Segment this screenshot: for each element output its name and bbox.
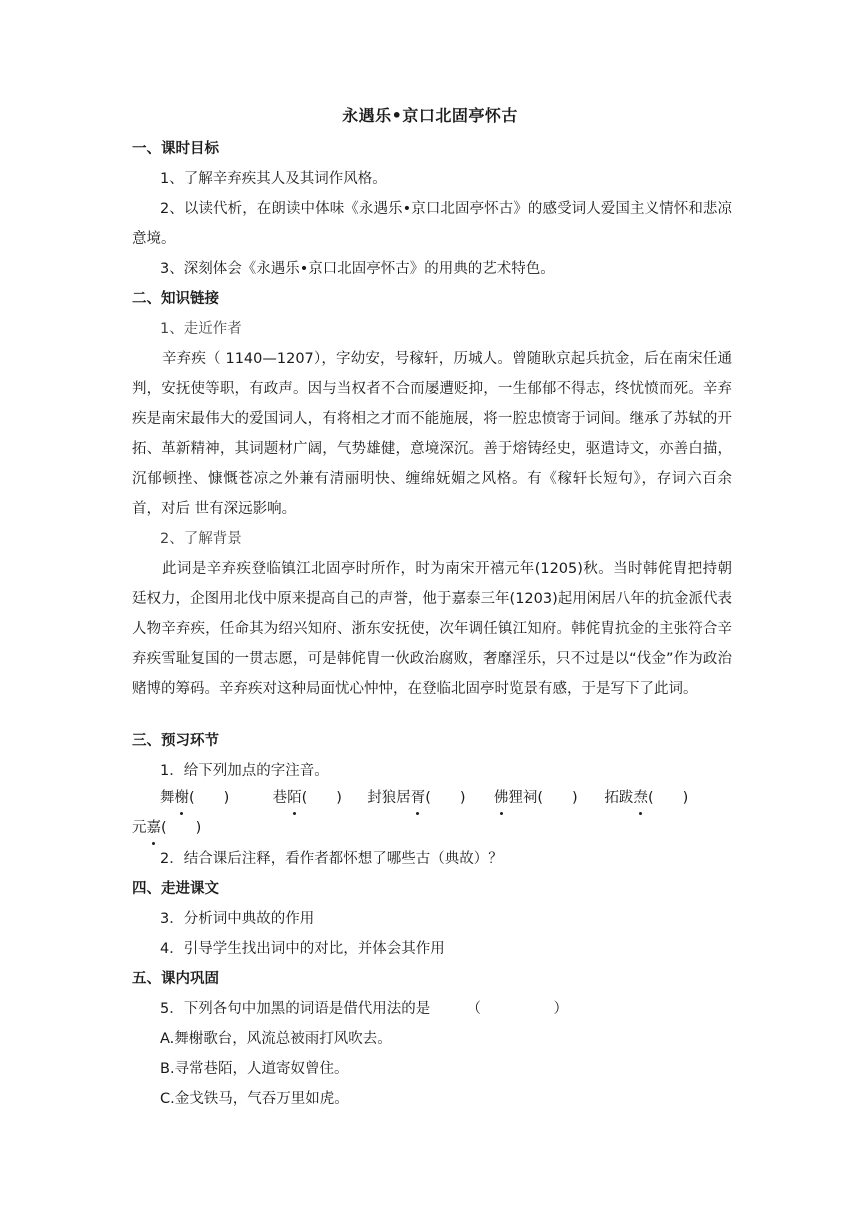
- section-heading-preview: 三、预习环节: [132, 733, 219, 749]
- section-heading-consolidation: 五、课内巩固: [132, 971, 219, 987]
- subheading-background: 2、了解背景: [160, 531, 242, 547]
- objective-3: 3、深刻体会《永遇乐•京口北固亭怀古》的用典的艺术特色。: [160, 261, 555, 277]
- pinyin-exercise-row-2: 元嘉( ): [132, 816, 201, 840]
- pinyin-item: 舞榭( ): [160, 786, 268, 810]
- question-4: 4．引导学生找出词中的对比，并体会其作用: [160, 941, 445, 957]
- section-heading-objectives: 一、课时目标: [132, 141, 219, 157]
- section-heading-text: 四、走进课文: [132, 881, 219, 897]
- subheading-author: 1、走近作者: [160, 321, 242, 337]
- document-title: 永遇乐•京口北固亭怀古: [342, 106, 518, 125]
- objective-1: 1、了解辛弃疾其人及其词作风格。: [160, 171, 387, 187]
- question-3: 3．分析词中典故的作用: [160, 911, 315, 927]
- pinyin-exercise-row: [160, 786, 740, 810]
- pinyin-item: 巷陌( ): [273, 786, 363, 810]
- section-heading-knowledge: 二、知识链接: [132, 291, 219, 307]
- option-a: A.舞榭歌台，风流总被雨打风吹去。: [160, 1031, 392, 1047]
- question-5: 5．下列各句中加黑的词语是借代用法的是 （ ）: [160, 1001, 568, 1017]
- option-c: C.金戈铁马，气吞万里如虎。: [160, 1091, 349, 1107]
- author-paragraph: 辛弃疾（ 1140—1207），字幼安，号稼轩，历城人。曾随耿京起兵抗金，后在南宋任通判，安抚使等职，有政声。因与当权者不合而屡遭贬抑，一生郁郁不得志，终忧愤而死。辛弃疾是南宋最伟大的爱国词人，有将相之才而不能施展，将一腔忠愤寄于词间。继承了苏轼的开拓、革新精神，其词题材广阔，气势雄健，意境深沉。善于熔铸经史，驱遣诗文，亦善白描，沉郁顿挫、慷慨苍凉之外兼有清丽明快、缠绵妩媚之风格。有《稼轩长短句》，存词六百余首，对后 世有深远影响。: [132, 351, 732, 517]
- option-b: B.寻常巷陌，人道寄奴曾住。: [160, 1061, 349, 1077]
- objective-2: 2、以读代析，在朗读中体味《永遇乐•京口北固亭怀古》的感受词人爱国主义情怀和悲凉意境。: [132, 201, 732, 247]
- background-paragraph: 此词是辛弃疾登临镇江北固亭时所作，时为南宋开禧元年(1205)秋。当时韩侂胄把持朝廷权力，企图用北伐中原来提高自己的声誉，他于嘉泰三年(1203)起用闲居八年的抗金派代表人物辛弃疾，任命其为绍兴知府、浙东安抚使，次年调任镇江知府。韩侂胄抗金的主张符合辛弃疾雪耻复国的一贯志愿，可是韩侂胄一伙政治腐败，奢靡淫乐，只不过是以“伐金”作为政治赌博的筹码。辛弃疾对这种局面忧心忡忡，在登临北固亭时览景有感，于是写下了此词。: [132, 561, 732, 697]
- pinyin-item: 封狼居胥( ): [367, 786, 489, 810]
- preview-question-2: 2．结合课后注释，看作者都怀想了哪些古（典故）？: [160, 851, 503, 867]
- pinyin-item: 拓跋焘( ): [604, 786, 688, 810]
- preview-question-1: 1．给下列加点的字注音。: [160, 763, 329, 779]
- pinyin-item: 佛狸祠( ): [494, 786, 600, 810]
